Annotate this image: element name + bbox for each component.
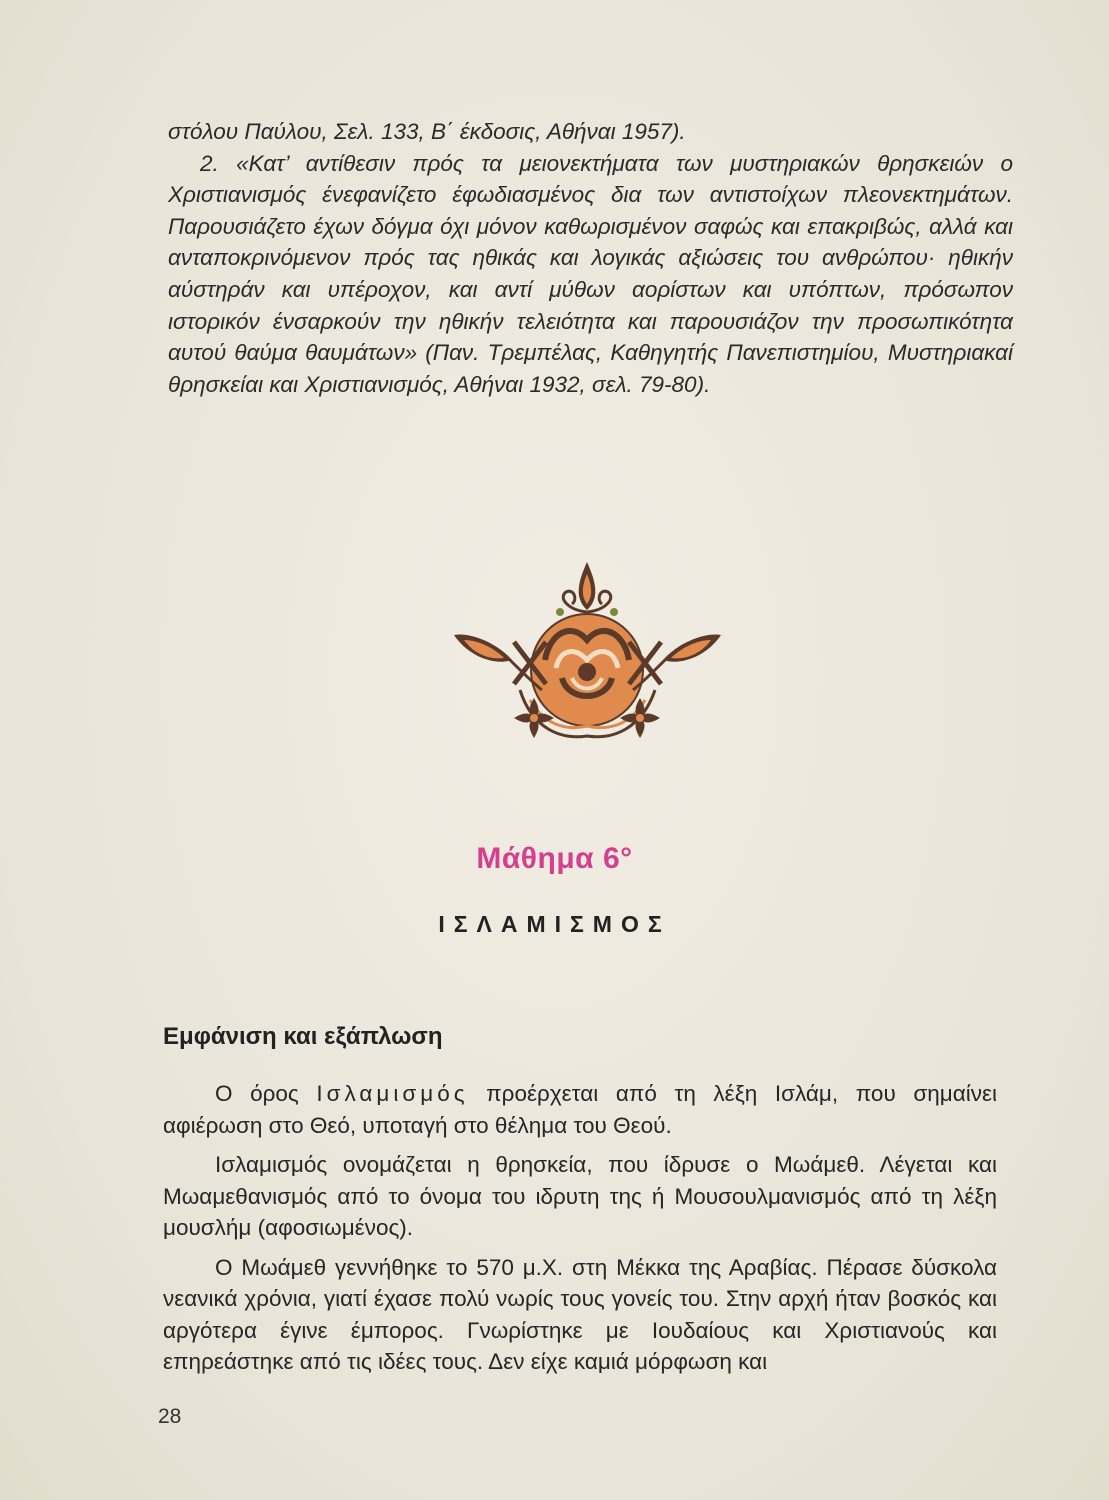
p1-before: Ο όρος bbox=[215, 1081, 317, 1106]
p1-term: Ισλαμισμός bbox=[316, 1081, 469, 1106]
paragraph-3: Ο Μωάμεθ γεννήθηκε το 570 μ.Χ. στη Μέκκα της Αραβίας. Πέρασε δύσκολα νεανικά χρόνια, γιατί έχασε πολύ νωρίς τους γονείς του. Στην αρχή ήταν βοσκός και αργότερα έγινε έμπορος. Γνωρίστηκε με Ιουδαίους και Χριστιανούς και επηρεάστηκε από τις ιδέες τους. Δεν είχε καμιά μόρφωση και bbox=[163, 1254, 997, 1374]
footnote-paragraph-2: 2. «Κατ’ αντίθεσιν πρός τα μειονεκτήματα των μυστηριακών θρησκειών ο Χριστιανισμός ένεφανίζετο έφωδιασμένος δια των αντιστοίχων πλεονεκτημάτων. Παρουσιάζετο έχων δόγμα όχι μόνον καθωρισμένον σαφώς και επακριβώς, αλλά και ανταποκρινόμενον πρός τας ηθικάς και λογικάς αξιώσεις του ανθρώπου· ηθικήν αύστηράν και υπέροχον, και αντί μύθων αορίστων και υπόπτων, πρόσωπον ιστορικόν ένσαρκούν την ηθικήν τελειότητα και παρουσιάζον την προσωπικότητα αυτού θαύμα θαυμάτων» (Παν. Τρεμπέλας, Καθηγητής Πανεπιστημίου, Μυστηριακαί θρησκείαι και Χριστιανισμός, Αθήναι 1932, σελ. 79-80). bbox=[168, 150, 1013, 397]
footnote-block bbox=[168, 116, 1013, 400]
page-number: 28 bbox=[158, 1405, 182, 1428]
paragraph-2: Ισλαμισμός ονομάζεται η θρησκεία, που ίδρυσε ο Μωάμεθ. Λέγεται και Μωαμεθανισμός από το όνομα του ιδρυτη της ή Μουσουλμανισμός από τη λέξη μουσλήμ (αφοσιωμένος). bbox=[163, 1152, 997, 1240]
body-text bbox=[163, 1078, 997, 1386]
footnote-continuation: στόλου Παύλου, Σελ. 133, Β΄ έκδοσις, Αθήναι 1957). bbox=[168, 119, 686, 144]
section-heading: Εμφάνιση και εξάπλωση bbox=[163, 1023, 443, 1050]
arabesque-ornament-icon bbox=[450, 560, 725, 755]
p1-after: προέρχεται από τη λέξη Ισλάμ, που σημαίνει αφιέρωση στο Θεό, υποταγή στο θέλημα του Θεού. bbox=[163, 1081, 997, 1138]
lesson-subtitle: ΙΣΛΑΜΙΣΜΟΣ bbox=[438, 911, 671, 937]
paragraph-1 bbox=[163, 1078, 997, 1141]
lesson-title: Μάθημα 6° bbox=[476, 842, 633, 875]
